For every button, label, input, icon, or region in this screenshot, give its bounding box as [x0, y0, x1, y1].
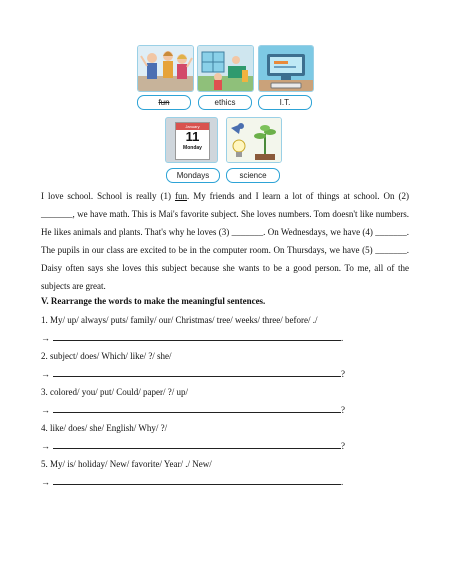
word-label-ethics: ethics: [198, 95, 252, 110]
answer-one: fun: [174, 191, 187, 201]
question-1: 1. My/ up/ always/ puts/ family/ our/ Christmas/ tree/ weeks/ three/ before/ ./: [41, 315, 318, 325]
science-picture: [226, 117, 282, 163]
word-label-fun: fun: [137, 95, 191, 110]
word-label-mondays: Mondays: [166, 168, 220, 183]
answer-line-1: → .: [41, 333, 344, 343]
answer-line-4: → ?: [41, 441, 345, 451]
answer-line-2: → ?: [41, 369, 345, 379]
question-3: 3. colored/ you/ put/ Could/ paper/ ?/ up/: [41, 387, 188, 397]
calendar-day: 11: [185, 129, 200, 144]
kids-fun-picture: [137, 45, 194, 92]
section-heading: V. Rearrange the words to make the meaningful sentences.: [41, 296, 266, 306]
word-label-science: science: [226, 168, 280, 183]
question-5: 5. My/ is/ holiday/ New/ favorite/ Year/ ./ New/: [41, 459, 212, 469]
question-2: 2. subject/ does/ Which/ like/ ?/ she/: [41, 351, 172, 361]
answer-line-5: → .: [41, 477, 344, 487]
question-4: 4. like/ does/ she/ English/ Why/ ?/: [41, 423, 168, 433]
ethics-picture: [197, 45, 254, 92]
answer-line-3: → ?: [41, 405, 345, 415]
calendar-weekday: Monday: [183, 145, 202, 151]
calendar-picture: [165, 117, 218, 163]
it-computer-picture: [258, 45, 314, 92]
reading-passage: I love school. School is really (1) fun. My friends and I learn a lot of things at school. On (2) _______, we have math. This is Mai's favorite subject. She loves numbers. Tom doesn't like numbers. He likes animals and plants. That's why he loves (3) _______. On Wednesdays, we have (4) _______. The pupils in our class are excited to be in the computer room. On Thursdays, we have (5) _______. Daisy often says she loves this subject because she wants to be a good person. To me, all of the subjects are great.: [41, 191, 409, 291]
calendar-month: January: [176, 123, 209, 130]
calendar-page: [175, 122, 210, 160]
word-label-it: I.T.: [258, 95, 312, 110]
